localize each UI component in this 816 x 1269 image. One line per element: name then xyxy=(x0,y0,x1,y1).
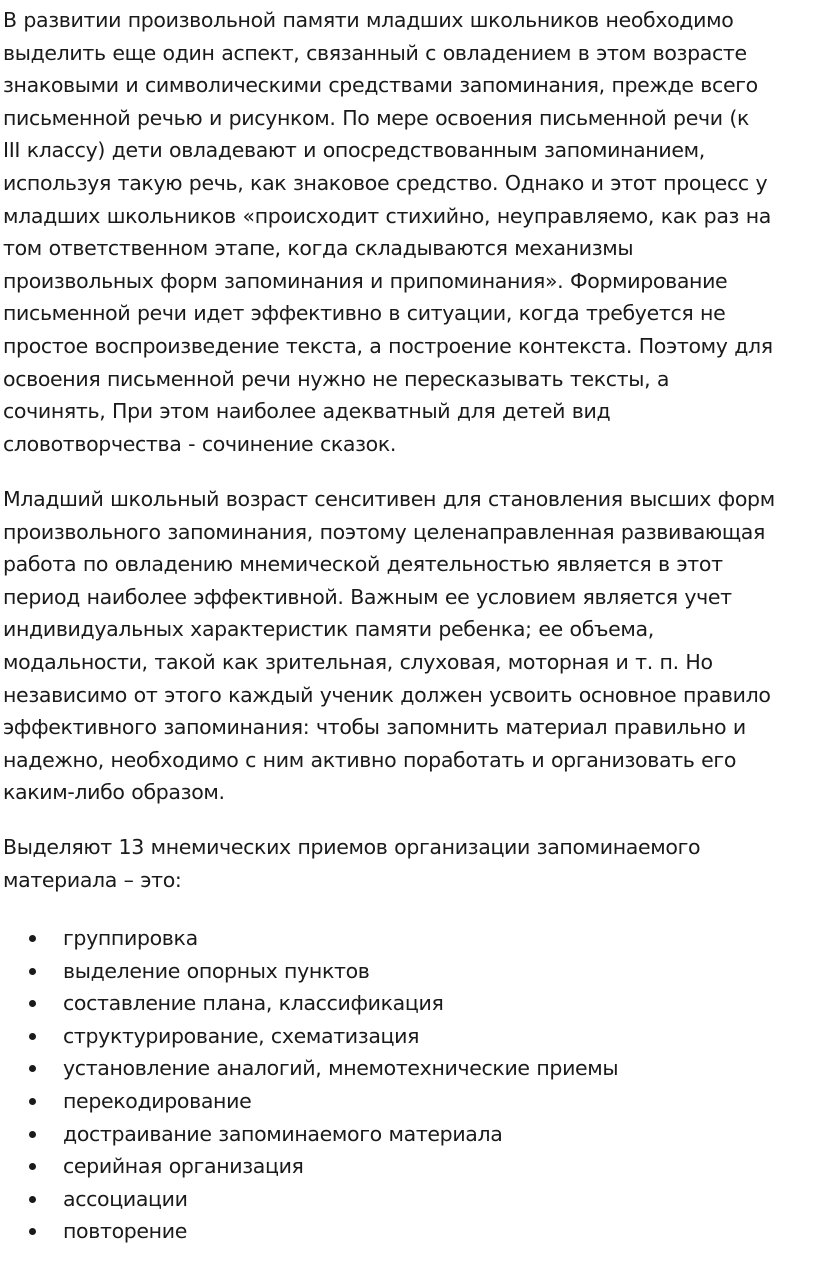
list-item-text: установление аналогий, мнемотехнические приемы xyxy=(63,1056,619,1081)
list-item-text: ассоциации xyxy=(63,1186,188,1211)
list-item-text: достраивание запоминаемого материала xyxy=(63,1121,503,1146)
list-item xyxy=(3,1183,816,1216)
bullet-icon xyxy=(29,1098,36,1105)
bullet-icon xyxy=(29,935,36,942)
list-item xyxy=(3,987,816,1020)
bullet-icon xyxy=(29,1163,36,1170)
list-item xyxy=(3,1150,816,1183)
list-item-text: повторение xyxy=(63,1219,187,1244)
bullet-icon xyxy=(29,1131,36,1138)
bullet-icon xyxy=(29,1196,36,1203)
list-item-text: группировка xyxy=(63,926,198,950)
list-item xyxy=(3,922,816,955)
paragraph-sensitive-age: Младший школьный возраст сенситивен для становления высших форм произвольного запоминания, поэтому целенаправленная развивающая работа по овладению мнемической деятельностью является в этот период наиболее эффективной. Важным ее условием является учет индивидуальных характеристик памяти ребенка; ее объема, модальности, такой как зрительная, слуховая, моторная и т. п. Но независимо от этого каждый ученик должен усвоить основное правило эффективного запоминания: чтобы запомнить материал правильно и надежно, необходимо с ним активно поработать и организовать его каким-либо образом. xyxy=(3,487,775,805)
list-item-text: серийная организация xyxy=(63,1154,304,1179)
list-item xyxy=(3,955,816,988)
list-item xyxy=(3,1020,816,1053)
list-item-text: выделение опорных пунктов xyxy=(63,958,370,983)
list-item-text: перекодирование xyxy=(63,1088,252,1113)
list-item xyxy=(3,1052,816,1085)
list-item xyxy=(3,1085,816,1118)
mnemonic-techniques-list xyxy=(3,922,816,1248)
list-item-text: структурирование, схематизация xyxy=(63,1023,420,1048)
bullet-icon xyxy=(29,1065,36,1072)
paragraph-memory-development: В развитии произвольной памяти младших школьников необходимо выделить еще один аспект, связанный с овладением в этом возрасте знаковыми и символическими средствами запоминания, прежде всего письменной речью и рисунком. По мере освоения письменной речи (к III классу) дети овладевают и опосредствованным запоминанием, используя такую речь, как знаковое средство. Однако и этот процесс у младших школьников «происходит стихийно, неуправляемо, как раз на том ответственном этапе, когда складываются механизмы произвольных форм запоминания и припоминания». Формирование письменной речи идет эффективно в ситуации, когда требуется не простое воспроизведение текста, а построение контекста. Поэтому для освоения письменной речи нужно не пересказывать тексты, а сочинять, При этом наиболее адекватный для детей вид словотворчества - сочинение сказок. xyxy=(3,8,773,456)
paragraph-mnemonic-intro: Выделяют 13 мнемических приемов организации запоминаемого материала – это: xyxy=(3,835,701,892)
list-item xyxy=(3,1215,816,1248)
list-item-text: составление плана, классификация xyxy=(63,991,444,1016)
bullet-icon xyxy=(29,1228,36,1235)
bullet-icon xyxy=(29,1000,36,1007)
list-item xyxy=(3,1118,816,1151)
bullet-icon xyxy=(29,1033,36,1040)
bullet-icon xyxy=(29,968,36,975)
